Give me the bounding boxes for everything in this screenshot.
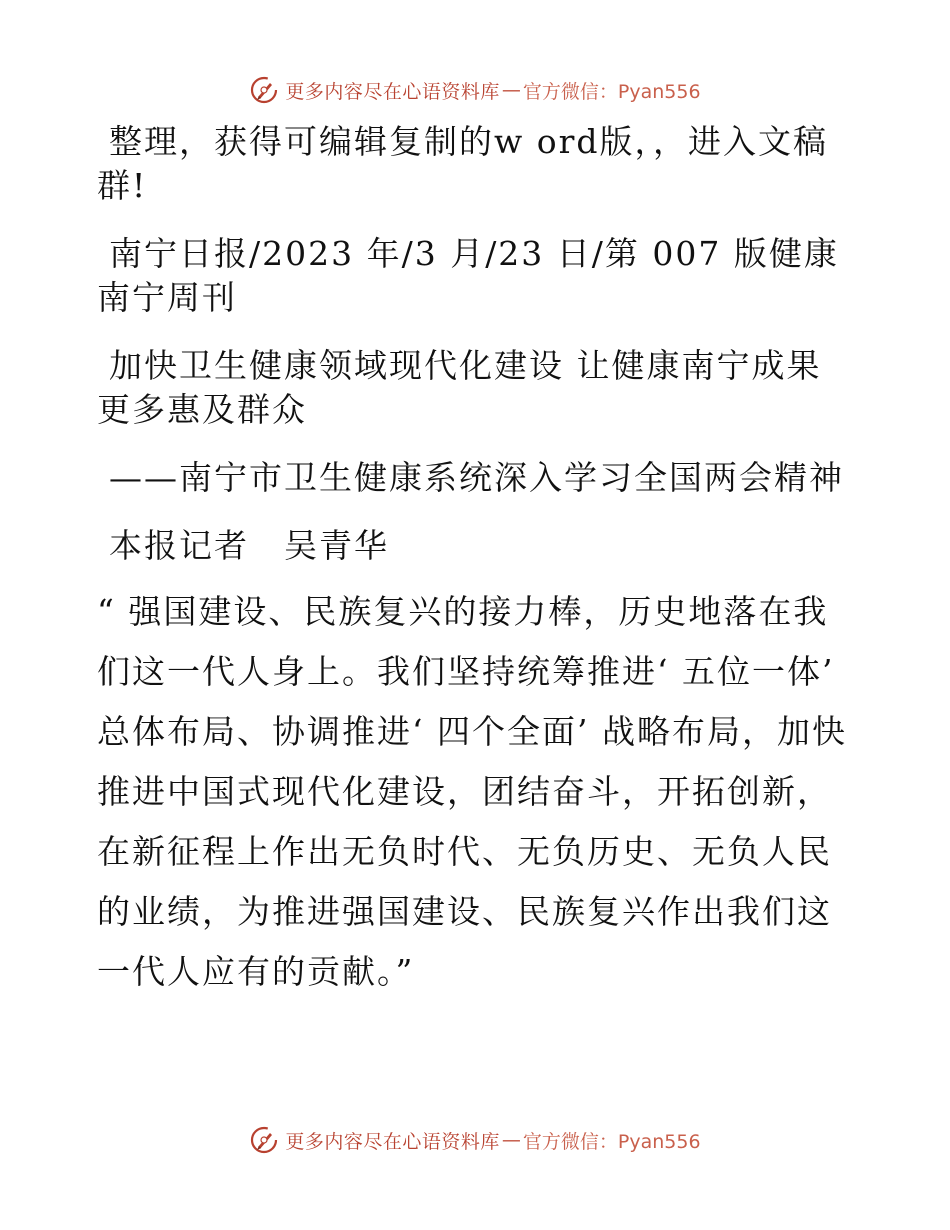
quote-paragraph: “ 强国建设、民族复兴的接力棒，历史地落在我们这一代人身上。我们坚持统筹推进‘ 五位一体’ 总体布局、协调推进‘ 四个全面’ 战略布局，加快推进中国式现代化建设，团结奋斗，开拓创新，在新征程上作出无负时代、无负历史、无负人民的业绩，为推进强国建设、民族复兴作出我们这一代人应有的贡献。” (97, 592, 847, 991)
quill-pen-logo-icon (249, 1125, 279, 1155)
byline: 本报记者 吴青华 (109, 526, 389, 565)
source-line: 南宁日报/2023 年/3 月/23 日/第 007 版健康南宁周刊 (97, 234, 839, 317)
banner-wechat: 官方微信：Pyan556 (522, 80, 701, 103)
banner-text: 更多内容尽在心语资料库 (285, 1130, 500, 1153)
quill-pen-logo-icon (249, 75, 279, 105)
subheadline: ——南宁市卫生健康系统深入学习全国两会精神 (109, 458, 844, 497)
banner-text: 更多内容尽在心语资料库 (285, 80, 500, 103)
header-banner (0, 70, 950, 110)
banner-wechat: 官方微信：Pyan556 (522, 1130, 701, 1153)
banner-separator: — (501, 1129, 521, 1151)
document-body (97, 120, 847, 1035)
intro-paragraph: 整理，获得可编辑复制的w ord版，，进入文稿群! (97, 122, 829, 205)
headline: 加快卫生健康领域现代化建设 让健康南宁成果更多惠及群众 (97, 346, 822, 429)
footer-banner (0, 1120, 950, 1160)
banner-separator: — (501, 79, 521, 101)
